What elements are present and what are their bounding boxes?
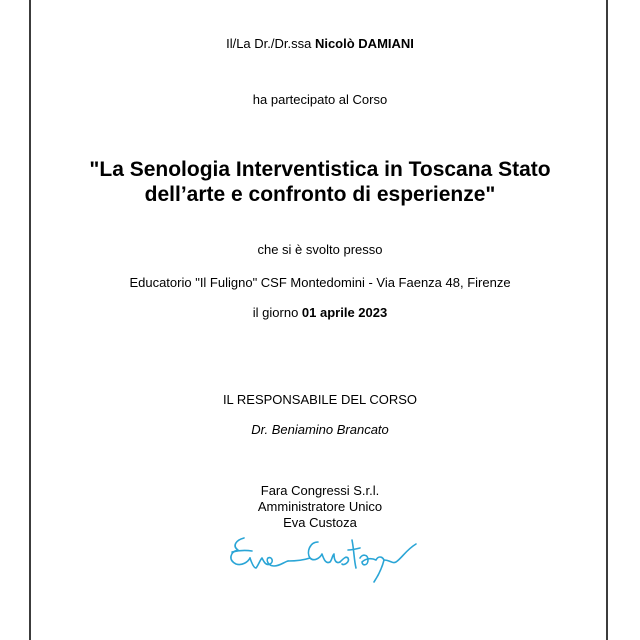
course-title-line-1: "La Senologia Interventistica in Toscana Stato [89, 158, 551, 181]
handwritten-signature [226, 528, 422, 584]
course-title [0, 157, 640, 207]
recipient-prefix: Il/La Dr./Dr.ssa [226, 36, 315, 51]
date-line [0, 305, 640, 320]
date-prefix: il giorno [252, 305, 302, 320]
held-at-text: che si è svolto presso [257, 242, 383, 257]
responsible-name: Dr. Beniamino Brancato [251, 422, 389, 437]
company-person: Eva Custoza [283, 515, 357, 530]
date-value: 01 aprile 2023 [301, 305, 388, 320]
participated-text: ha partecipato al Corso [252, 92, 388, 107]
recipient-line [0, 36, 640, 51]
responsible-heading: IL RESPONSABILE DEL CORSO [222, 392, 418, 407]
recipient-name: Nicolò DAMIANI [314, 36, 414, 51]
course-title-line-2: dell’arte e confronto di esperienze" [144, 183, 496, 206]
company-block [0, 483, 640, 531]
venue-text: Educatorio "Il Fuligno" CSF Montedomini - Via Faenza 48, Firenze [129, 275, 511, 290]
company-name: Fara Congressi S.r.l. [260, 483, 380, 498]
company-role: Amministratore Unico [257, 499, 383, 514]
